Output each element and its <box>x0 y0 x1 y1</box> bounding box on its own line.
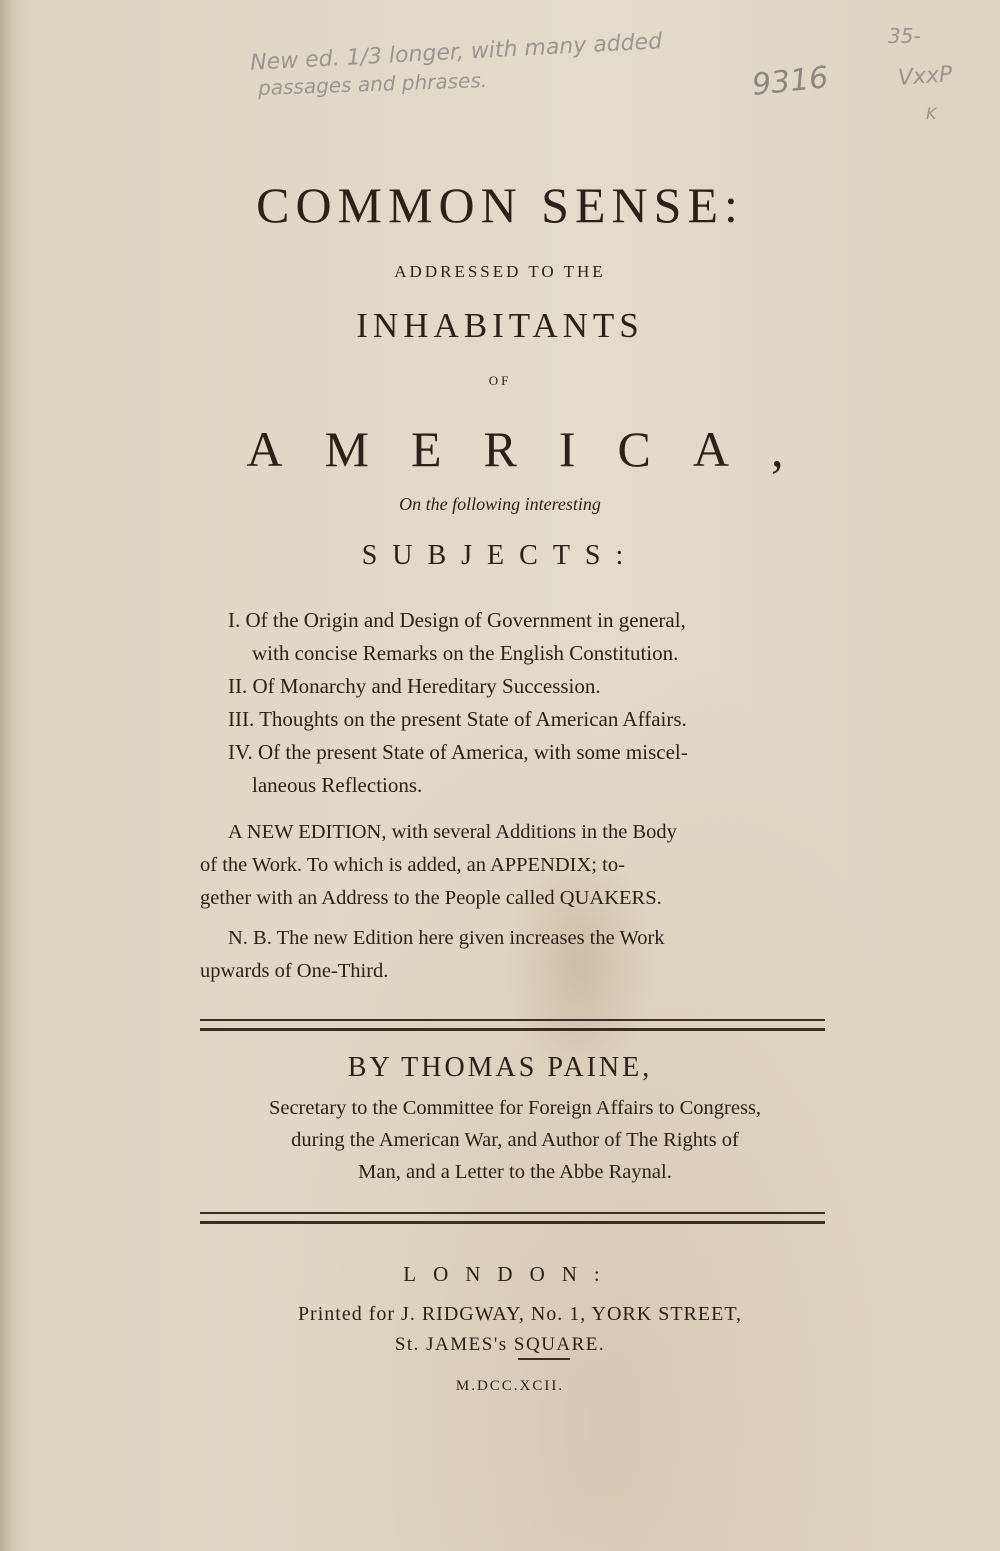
pencil-corner-note-1: 35- <box>888 24 921 48</box>
author-description-line: Man, and a Letter to the Abbe Raynal. <box>358 1161 672 1183</box>
subject-item: I. Of the Origin and Design of Government in general, <box>228 608 686 632</box>
subject-item-continued: with concise Remarks on the English Constitution. <box>252 641 679 665</box>
edition-note-line: of the Work. To which is added, an APPENDIX; to- <box>200 854 625 876</box>
edition-note <box>200 816 830 915</box>
of-line: OF <box>488 373 512 388</box>
edition-note-line: A NEW EDITION, with several Additions in the Body <box>228 821 677 843</box>
divider-rule <box>200 1212 825 1224</box>
pencil-corner-note-3: K <box>926 104 937 123</box>
nb-note <box>200 922 830 988</box>
author-description <box>200 1092 830 1188</box>
imprint-address: St. JAMES's SQUARE. <box>394 1334 606 1355</box>
america-line: AMERICA, <box>246 421 826 477</box>
subject-item: IV. Of the present State of America, with some miscel- <box>228 740 688 764</box>
subjects-heading: SUBJECTS: <box>361 540 639 571</box>
nb-note-line: upwards of One-Third. <box>200 960 389 982</box>
pencil-call-number: 9316 <box>750 60 830 103</box>
pencil-annotation-line-2: passages and phrases. <box>257 68 488 100</box>
subject-item-continued: laneous Reflections. <box>252 773 423 797</box>
pencil-annotation-line-1: New ed. 1/3 longer, with many added <box>249 29 663 76</box>
divider-rule <box>200 1019 825 1031</box>
inhabitants-line: INHABITANTS <box>356 306 644 345</box>
subject-item: III. Thoughts on the present State of American Affairs. <box>228 707 687 731</box>
book-title: COMMON SENSE: <box>256 177 744 233</box>
subject-item: II. Of Monarchy and Hereditary Succession. <box>228 674 601 698</box>
imprint-printer: Printed for J. RIDGWAY, No. 1, YORK STREET, <box>297 1303 743 1325</box>
byline: BY THOMAS PAINE, <box>347 1052 653 1083</box>
imprint-date: M.DCC.XCII. <box>455 1378 565 1394</box>
nb-note-line: N. B. The new Edition here given increases the Work <box>228 927 665 949</box>
edition-note-line: gether with an Address to the People called QUAKERS. <box>200 887 662 909</box>
pencil-corner-note-2: VxxP <box>897 62 954 91</box>
subjects-list <box>228 604 848 802</box>
addressed-to-line: ADDRESSED TO THE <box>394 262 606 281</box>
author-description-line: Secretary to the Committee for Foreign Affairs to Congress, <box>268 1097 762 1119</box>
imprint-city: LONDON: <box>403 1262 617 1286</box>
author-description-line: during the American War, and Author of The Rights of <box>291 1129 739 1151</box>
short-divider <box>518 1358 570 1360</box>
following-line: On the following interesting <box>399 494 601 514</box>
